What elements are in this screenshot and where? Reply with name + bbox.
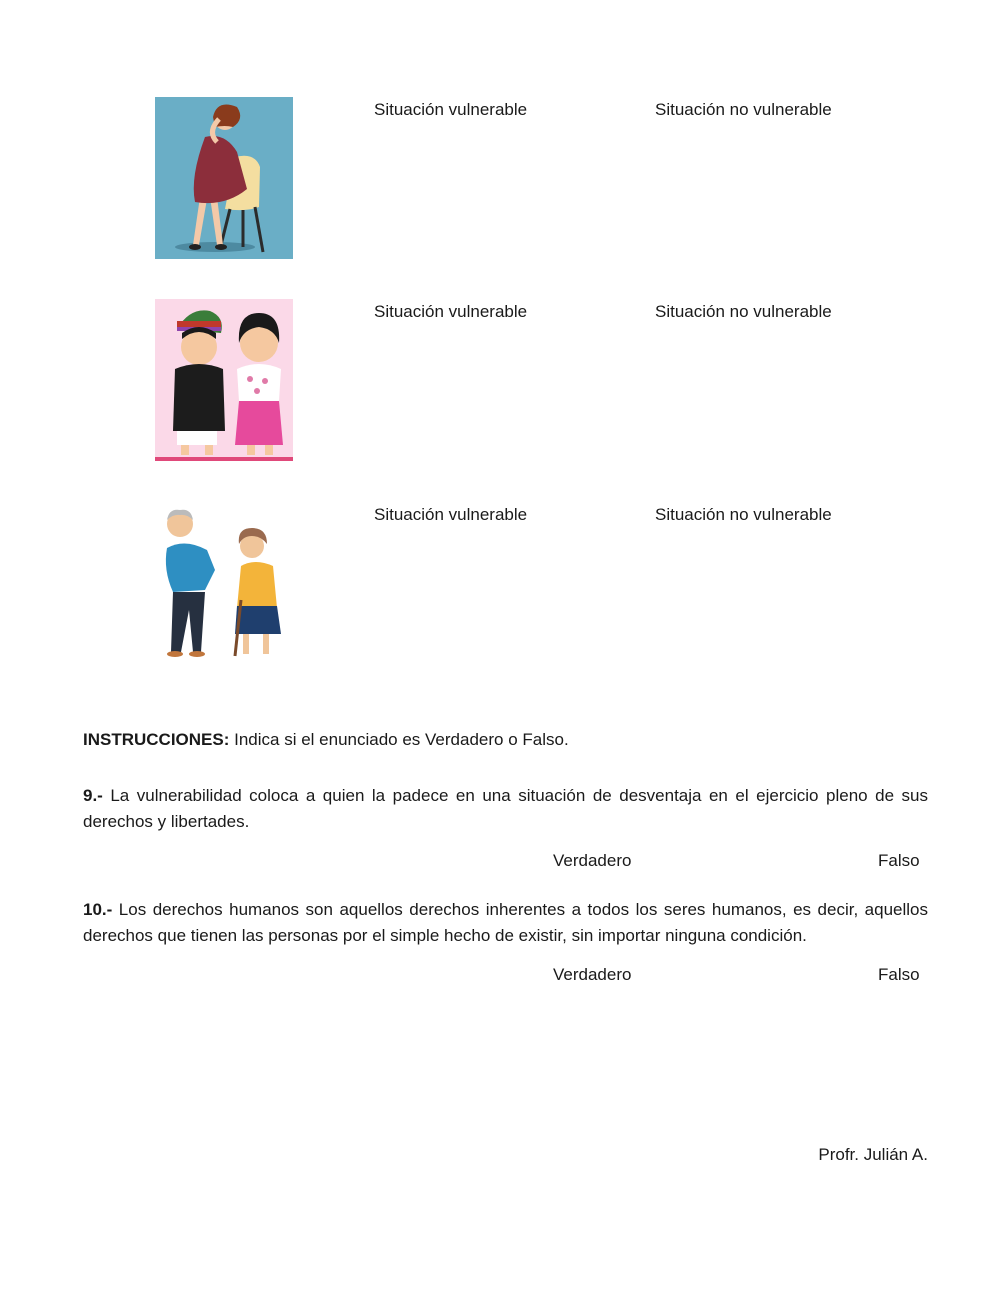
item1-vulnerable-option[interactable]: Situación vulnerable [374, 100, 528, 119]
teacher-signature: Profr. Julián A. [818, 1145, 928, 1164]
question-10-false-option[interactable]: Falso [878, 965, 920, 984]
indigenous-children-image [155, 299, 293, 461]
question-9-text: La vulnerabilidad coloca a quien la padece en una situación de desventaja en el ejercicio pleno de sus derechos y libertades. [83, 786, 928, 831]
item2-not-vulnerable-option[interactable]: Situación no vulnerable [655, 302, 832, 321]
question-9 [83, 783, 928, 835]
item2-vulnerable-option[interactable]: Situación vulnerable [374, 302, 528, 321]
question-9-false-option[interactable]: Falso [878, 851, 920, 870]
question-10 [83, 897, 928, 949]
elderly-couple-image [155, 500, 293, 662]
stressed-woman-image [155, 97, 293, 259]
item3-vulnerable-option[interactable]: Situación vulnerable [374, 505, 528, 524]
item1-not-vulnerable-option[interactable]: Situación no vulnerable [655, 100, 832, 119]
instructions [83, 727, 928, 753]
item3-not-vulnerable-option[interactable]: Situación no vulnerable [655, 505, 832, 524]
instructions-label: INSTRUCCIONES: [83, 730, 230, 749]
question-10-number: 10.- [83, 900, 113, 919]
instructions-text: Indica si el enunciado es Verdadero o Falso. [229, 730, 569, 749]
question-9-true-option[interactable]: Verdadero [553, 851, 632, 870]
question-9-number: 9.- [83, 786, 103, 805]
question-10-true-option[interactable]: Verdadero [553, 965, 632, 984]
question-10-text: Los derechos humanos son aquellos derechos inherentes a todos los seres humanos, es decir, aquellos derechos que tienen las personas por el simple hecho de existir, sin importar ninguna condición. [83, 900, 928, 945]
